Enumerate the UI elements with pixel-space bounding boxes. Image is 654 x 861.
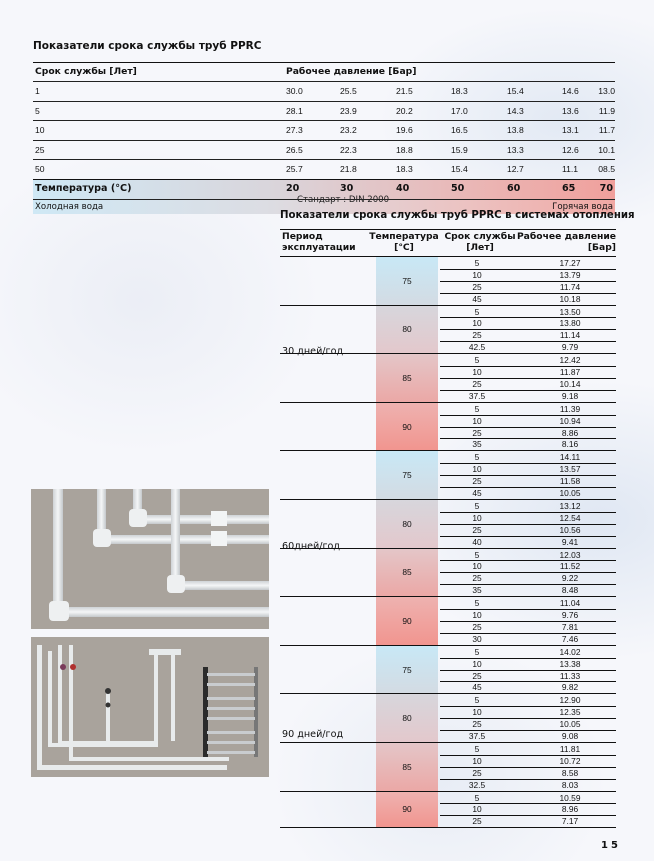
pressure-value: 9.76 xyxy=(561,610,579,621)
service-life-years: 5 xyxy=(474,403,480,414)
pressure-value: 13.0 xyxy=(598,86,615,96)
pressure-value: 9.08 xyxy=(561,731,579,742)
pressure-value: 23.9 xyxy=(340,105,357,116)
pressure-value: 12.54 xyxy=(559,512,581,523)
pressure-value: 14.6 xyxy=(562,86,579,96)
pressure-value: 13.12 xyxy=(559,500,581,511)
service-life-years: 35 xyxy=(472,585,482,596)
temperature-cell: 75 xyxy=(376,257,438,305)
service-life-years: 35 xyxy=(472,439,482,450)
pressure-value: 11.74 xyxy=(559,281,581,292)
pressure-value: 30.0 xyxy=(286,86,303,96)
pressure-value: 11.81 xyxy=(559,743,581,754)
period-label: 30 дней/год xyxy=(282,346,344,358)
service-life-years: 10 xyxy=(472,755,482,766)
pressure-value: 26.5 xyxy=(286,144,303,155)
heating-installation-illustration xyxy=(31,637,269,777)
table-row xyxy=(440,815,616,828)
period-label: 60дней/год xyxy=(282,540,341,552)
pressure-value: 13.38 xyxy=(559,658,581,669)
pressure-value: 10.72 xyxy=(559,755,581,766)
temperature-group xyxy=(280,257,616,305)
pressure-value: 8.48 xyxy=(561,585,579,596)
service-life-years: 5 xyxy=(474,598,480,609)
service-life-years: 5 xyxy=(474,646,480,657)
temperature-group xyxy=(280,596,616,645)
table-row xyxy=(440,633,616,646)
service-life-years: 10 xyxy=(472,804,482,815)
pressure-value: 12.90 xyxy=(559,695,581,706)
service-life-years: 37.5 xyxy=(468,390,486,401)
pressure-value: 11.87 xyxy=(559,367,581,378)
pressure-value: 11.1 xyxy=(562,164,579,174)
service-life-years: 25 xyxy=(472,378,482,389)
service-life-table xyxy=(33,62,615,214)
heating-installation-photo xyxy=(31,637,269,777)
table2-header-row xyxy=(280,229,616,257)
pressure-value: 19.6 xyxy=(396,125,413,135)
service-life-years: 50 xyxy=(35,164,45,174)
temperature-group xyxy=(280,791,616,828)
pressure-value: 18.8 xyxy=(396,144,413,155)
service-life-years: 10 xyxy=(35,125,45,135)
table2-title: Показатели срока службы труб PPRC в системах отопления xyxy=(280,210,635,221)
temperature-group xyxy=(280,742,616,791)
pressure-value: 10.56 xyxy=(559,524,581,535)
pressure-value: 18.3 xyxy=(451,86,468,96)
period-block xyxy=(280,257,616,451)
pressure-value: 11.52 xyxy=(559,561,581,572)
pressure-value: 10.18 xyxy=(559,293,581,304)
service-life-years: 42.5 xyxy=(468,342,486,353)
pressure-value: 17.27 xyxy=(559,258,581,268)
pressure-value: 11.58 xyxy=(559,476,581,487)
pressure-value: 13.50 xyxy=(559,306,581,317)
service-life-years: 45 xyxy=(472,293,482,304)
service-life-years: 10 xyxy=(472,610,482,621)
service-life-years: 25 xyxy=(472,670,482,681)
temperature-value: 50 xyxy=(451,182,465,194)
service-life-years: 10 xyxy=(472,464,482,475)
pressure-value: 12.42 xyxy=(559,355,581,366)
pressure-value: 9.79 xyxy=(561,342,579,353)
pressure-value: 13.3 xyxy=(507,144,524,155)
pressure-value: 8.58 xyxy=(561,767,579,778)
service-life-years: 45 xyxy=(472,682,482,693)
table-row xyxy=(33,101,615,121)
service-life-years: 5 xyxy=(474,500,480,511)
temperature-cell: 75 xyxy=(376,646,438,694)
table-row xyxy=(33,120,615,140)
header-service-life: Срок службы [Лет] xyxy=(444,231,516,253)
pressure-value: 27.3 xyxy=(286,125,303,135)
service-life-years: 10 xyxy=(472,415,482,426)
pressure-value: 15.9 xyxy=(451,144,468,155)
service-life-years: 10 xyxy=(472,269,482,280)
pressure-value: 7.17 xyxy=(561,816,579,827)
period-block xyxy=(280,646,616,828)
header-temperature: Температура [°C] xyxy=(369,231,439,253)
service-life-years: 25 xyxy=(472,719,482,730)
table-row xyxy=(33,140,615,160)
temperature-cell: 80 xyxy=(376,500,438,548)
table-row xyxy=(33,81,615,101)
pressure-value: 10.05 xyxy=(559,719,581,730)
header-working-pressure: Рабочее давление [Бар] xyxy=(516,231,616,253)
service-life-years: 37.5 xyxy=(468,731,486,742)
pressure-value: 18.3 xyxy=(396,164,413,174)
pressure-value: 11.39 xyxy=(559,403,581,414)
pressure-value: 8.03 xyxy=(561,779,579,790)
temperature-cell: 80 xyxy=(376,306,438,354)
service-life-years: 5 xyxy=(474,792,480,803)
pressure-value: 10.05 xyxy=(559,488,581,499)
service-life-years: 40 xyxy=(472,536,482,547)
pressure-value: 21.8 xyxy=(340,164,357,174)
service-life-years: 25 xyxy=(472,281,482,292)
service-life-years: 5 xyxy=(474,258,480,268)
temperature-cell: 75 xyxy=(376,451,438,499)
pressure-value: 14.3 xyxy=(507,105,524,116)
temperature-cell: 85 xyxy=(376,354,438,402)
pressure-value: 9.82 xyxy=(561,682,579,693)
pressure-value: 10.94 xyxy=(559,415,581,426)
service-life-years: 32.5 xyxy=(468,779,486,790)
temperature-value: 65 xyxy=(562,182,576,194)
temperature-cell: 85 xyxy=(376,743,438,791)
header-working-pressure: Рабочее давление [Бар] xyxy=(286,66,417,77)
pressure-value: 9.41 xyxy=(561,536,579,547)
pressure-value: 08.5 xyxy=(598,164,615,174)
pressure-value: 12.03 xyxy=(559,549,581,560)
temperature-group xyxy=(280,451,616,499)
service-life-years: 10 xyxy=(472,658,482,669)
table1-title: Показатели срока службы труб PPRC xyxy=(33,40,262,52)
pressure-value: 11.14 xyxy=(559,330,581,341)
service-life-years: 10 xyxy=(472,367,482,378)
pressure-value: 12.35 xyxy=(559,707,581,718)
pipes-elbows-photo xyxy=(31,489,269,629)
table1-header-row xyxy=(33,62,615,81)
pressure-value: 10.59 xyxy=(559,792,581,803)
service-life-years: 30 xyxy=(472,633,482,644)
temperature-cell: 90 xyxy=(376,403,438,451)
service-life-years: 1 xyxy=(35,86,40,96)
pressure-value: 14.02 xyxy=(559,646,581,657)
table-row xyxy=(440,438,616,451)
service-life-years: 45 xyxy=(472,488,482,499)
pressure-value: 8.16 xyxy=(561,439,579,450)
pressure-value: 13.79 xyxy=(559,269,581,280)
temperature-label: Температура (°C) xyxy=(35,182,132,194)
standard-note: Стандарт : DIN 2000 xyxy=(297,195,390,205)
temperature-value: 20 xyxy=(286,182,300,194)
pressure-value: 10.14 xyxy=(559,378,581,389)
temperature-value: 30 xyxy=(340,182,354,194)
service-life-years: 5 xyxy=(35,105,40,116)
service-life-years: 25 xyxy=(472,524,482,535)
service-life-years: 25 xyxy=(472,573,482,584)
pressure-value: 21.5 xyxy=(396,86,413,96)
pressure-value: 13.1 xyxy=(562,125,579,135)
service-life-years: 10 xyxy=(472,707,482,718)
pressure-value: 14.11 xyxy=(559,452,581,463)
pressure-value: 7.46 xyxy=(561,633,579,644)
temperature-value: 40 xyxy=(396,182,410,194)
temperature-value: 70 xyxy=(599,182,613,194)
pressure-value: 20.2 xyxy=(396,105,413,116)
pressure-value: 13.6 xyxy=(562,105,579,116)
temperature-group xyxy=(280,646,616,694)
temperature-cell: 90 xyxy=(376,597,438,645)
service-life-years: 25 xyxy=(35,144,45,155)
header-service-life: Срок службы [Лет] xyxy=(35,66,137,77)
pressure-value: 28.1 xyxy=(286,105,303,116)
pressure-value: 11.33 xyxy=(559,670,581,681)
service-life-years: 25 xyxy=(472,621,482,632)
service-life-years: 25 xyxy=(472,767,482,778)
service-life-years: 5 xyxy=(474,355,480,366)
pressure-value: 8.86 xyxy=(561,427,579,438)
pressure-value: 11.9 xyxy=(598,105,615,116)
period-label: 90 дней/год xyxy=(282,729,344,740)
temperature-cell: 90 xyxy=(376,792,438,828)
pressure-value: 13.80 xyxy=(559,318,581,329)
temperature-cell: 80 xyxy=(376,694,438,742)
service-life-years: 25 xyxy=(472,330,482,341)
temperature-cell: 85 xyxy=(376,549,438,597)
temperature-value: 60 xyxy=(507,182,521,194)
pressure-value: 8.96 xyxy=(561,804,579,815)
pressure-value: 13.57 xyxy=(559,464,581,475)
pressure-value: 16.5 xyxy=(451,125,468,135)
service-life-years: 10 xyxy=(472,561,482,572)
service-life-years: 25 xyxy=(472,816,482,827)
pressure-value: 11.04 xyxy=(559,598,581,609)
service-life-years: 5 xyxy=(474,743,480,754)
temperature-group xyxy=(280,353,616,402)
temperature-group xyxy=(280,402,616,451)
service-life-years: 5 xyxy=(474,452,480,463)
service-life-years: 10 xyxy=(472,318,482,329)
pressure-value: 25.7 xyxy=(286,164,303,174)
table-row xyxy=(33,159,615,179)
heating-systems-table xyxy=(280,229,616,828)
service-life-years: 5 xyxy=(474,549,480,560)
period-block xyxy=(280,451,616,645)
pressure-value: 10.1 xyxy=(598,144,615,155)
temperature-group xyxy=(280,548,616,597)
pressure-value: 23.2 xyxy=(340,125,357,135)
pipes-elbows-illustration xyxy=(31,489,269,629)
hot-water-label: Горячая вода xyxy=(552,201,613,212)
pressure-value: 17.0 xyxy=(451,105,468,116)
pressure-value: 9.18 xyxy=(561,390,579,401)
service-life-years: 5 xyxy=(474,306,480,317)
cold-water-label: Холодная вода xyxy=(35,201,104,212)
pressure-value: 9.22 xyxy=(561,573,579,584)
pressure-value: 22.3 xyxy=(340,144,357,155)
pressure-value: 12.6 xyxy=(562,144,579,155)
service-life-years: 5 xyxy=(474,695,480,706)
pressure-value: 25.5 xyxy=(340,86,357,96)
pressure-value: 15.4 xyxy=(507,86,524,96)
service-life-years: 25 xyxy=(472,427,482,438)
service-life-years: 10 xyxy=(472,512,482,523)
pressure-value: 11.7 xyxy=(598,125,615,135)
pressure-value: 12.7 xyxy=(507,164,524,174)
page-number: 15 xyxy=(601,840,621,851)
pressure-value: 7.81 xyxy=(561,621,579,632)
header-period: Период эксплуатации xyxy=(282,231,356,253)
pressure-value: 15.4 xyxy=(451,164,468,174)
pressure-value: 13.8 xyxy=(507,125,524,135)
service-life-years: 25 xyxy=(472,476,482,487)
